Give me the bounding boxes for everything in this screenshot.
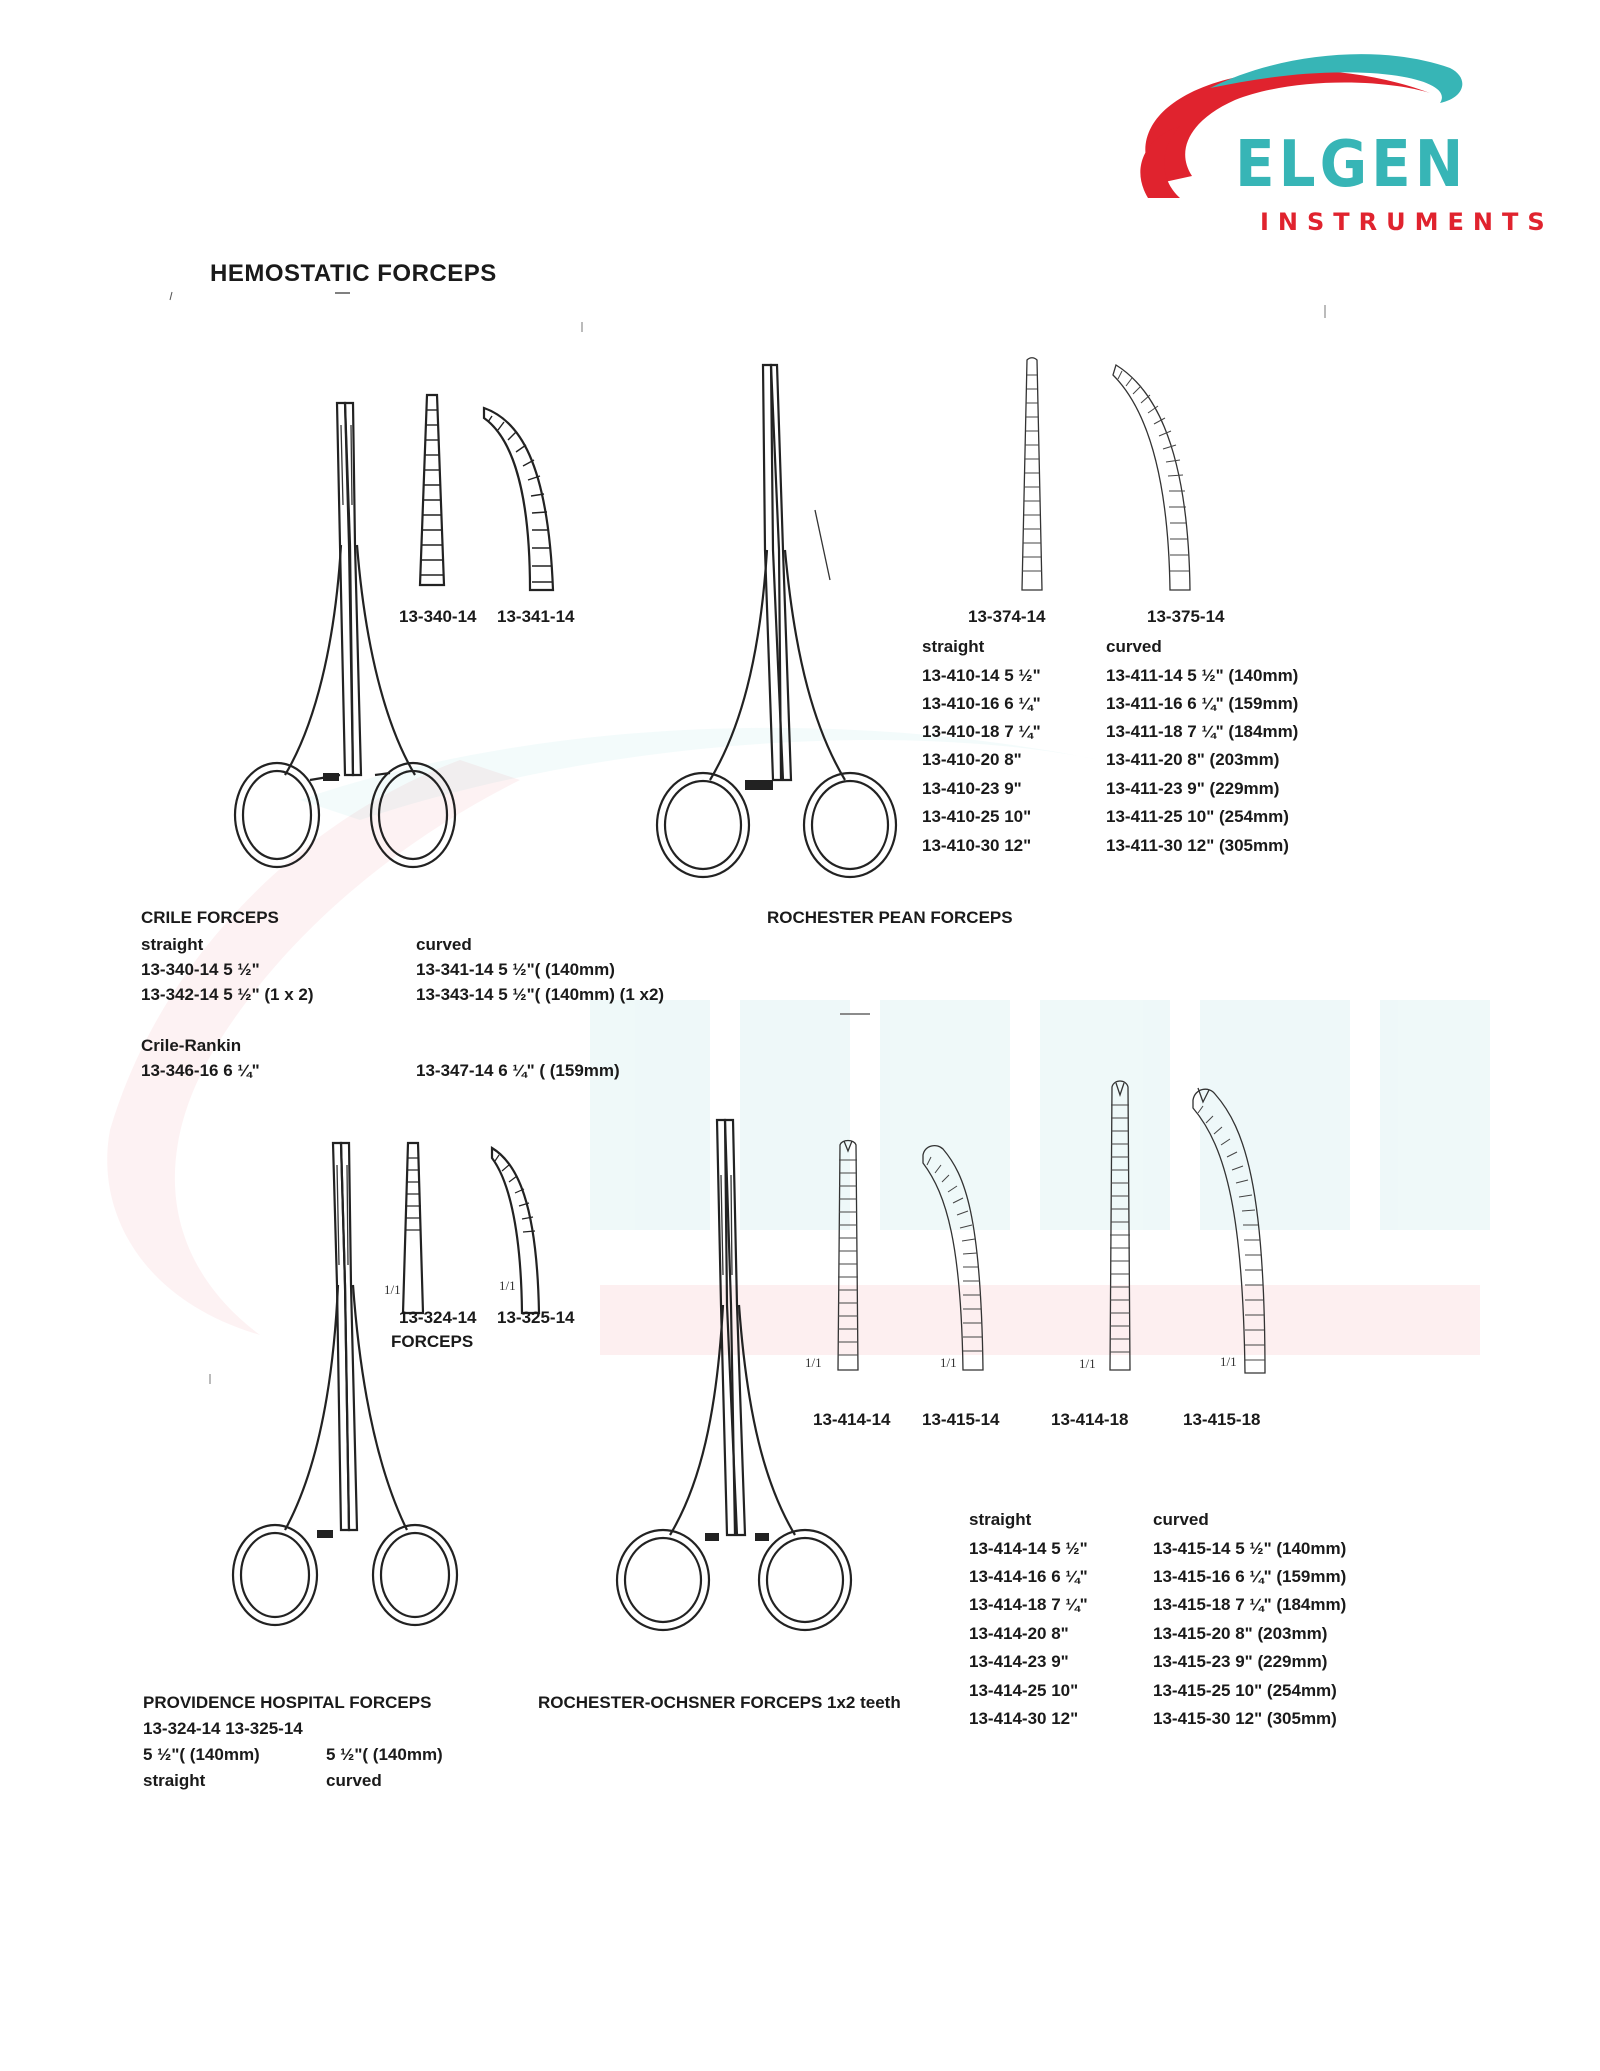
rochester-ochsner-tip-code-1: 13-414-14	[813, 1410, 891, 1429]
logo-text: ELGEN	[1235, 126, 1468, 202]
providence-curved-tip	[487, 1143, 557, 1318]
rochester-pean-straight-item: 13-410-23 9"	[922, 779, 1022, 798]
rochester-ochsner-ratio-3: 1/1	[1079, 1356, 1096, 1371]
providence-fragment: FORCEPS	[391, 1332, 474, 1351]
rochester-pean-straight-item: 13-410-25 10"	[922, 807, 1032, 826]
rochester-ochsner-tip-1	[828, 1135, 868, 1375]
providence-ratio-left: 1/1	[384, 1282, 401, 1297]
crile-curved-tip	[478, 400, 568, 595]
logo-tagline: INSTRUMENTS	[1260, 208, 1554, 236]
rochester-ochsner-straight-item: 13-414-20 8"	[969, 1624, 1069, 1643]
crile-curved-label: curved	[416, 935, 472, 954]
rochester-ochsner-straight-label: straight	[969, 1510, 1032, 1529]
rochester-pean-straight-tip	[1012, 355, 1052, 595]
rochester-ochsner-ratio-1: 1/1	[805, 1355, 822, 1370]
rochester-ochsner-curved-item: 13-415-14 5 ½" (140mm)	[1153, 1539, 1347, 1558]
rochester-ochsner-tip-4	[1185, 1078, 1285, 1378]
providence-curved-label: curved	[326, 1771, 382, 1790]
providence-size-straight: 5 ½"( (140mm)	[143, 1745, 260, 1764]
rochester-pean-tip-code-2: 13-375-14	[1147, 607, 1225, 626]
rochester-pean-curved-item: 13-411-14 5 ½" (140mm)	[1106, 666, 1299, 685]
crile-curved-item: 13-343-14 5 ½"( (140mm) (1 x2)	[416, 985, 665, 1004]
crile-straight-label: straight	[141, 935, 204, 954]
page-title: HEMOSTATIC FORCEPS	[210, 260, 497, 287]
rochester-ochsner-curved-item: 13-415-23 9" (229mm)	[1153, 1652, 1328, 1671]
rochester-pean-curved-tip	[1108, 355, 1208, 595]
rochester-ochsner-tip-code-2: 13-415-14	[922, 1410, 1000, 1429]
rochester-ochsner-curved-item: 13-415-30 12" (305mm)	[1153, 1709, 1337, 1728]
rochester-pean-straight-item: 13-410-20 8"	[922, 750, 1022, 769]
rochester-ochsner-curved-item: 13-415-25 10" (254mm)	[1153, 1681, 1337, 1700]
rochester-ochsner-curved-item: 13-415-20 8" (203mm)	[1153, 1624, 1328, 1643]
crile-tip-code-2: 13-341-14	[497, 607, 575, 626]
providence-codes: 13-324-14 13-325-14	[143, 1719, 303, 1738]
crile-tip-code-1: 13-340-14	[399, 607, 477, 626]
rochester-ochsner-straight-item: 13-414-14 5 ½"	[969, 1539, 1088, 1558]
rochester-pean-curved-item: 13-411-23 9" (229mm)	[1106, 779, 1280, 798]
rochester-ochsner-straight-item: 13-414-18 7 ¼"	[969, 1595, 1088, 1614]
rochester-pean-curved-item: 13-411-30 12" (305mm)	[1106, 836, 1289, 855]
rochester-ochsner-curved-item: 13-415-18 7 ¼" (184mm)	[1153, 1595, 1347, 1614]
providence-tip-code-2: 13-325-14	[497, 1308, 575, 1327]
rochester-ochsner-tip-3	[1100, 1075, 1140, 1375]
crile-rankin-curved: 13-347-14 6 ¼" ( (159mm)	[416, 1061, 620, 1080]
rochester-ochsner-ratio-2: 1/1	[940, 1355, 957, 1370]
rochester-pean-straight-item: 13-410-16 6 ¼"	[922, 694, 1041, 713]
rochester-ochsner-title: ROCHESTER-OCHSNER FORCEPS 1x2 teeth	[538, 1693, 901, 1712]
crile-rankin-straight: 13-346-16 6 ¼"	[141, 1061, 260, 1080]
crile-curved-item: 13-341-14 5 ½"( (140mm)	[416, 960, 615, 979]
providence-title: PROVIDENCE HOSPITAL FORCEPS	[143, 1693, 432, 1712]
rochester-pean-curved-label: curved	[1106, 637, 1162, 656]
rochester-ochsner-curved-label: curved	[1153, 1510, 1209, 1529]
rochester-ochsner-curved-item: 13-415-16 6 ¼" (159mm)	[1153, 1567, 1347, 1586]
rochester-pean-illustration	[645, 360, 915, 880]
providence-tip-code-1: 13-324-14	[399, 1308, 477, 1327]
rochester-pean-curved-item: 13-411-25 10" (254mm)	[1106, 807, 1289, 826]
crile-straight-tip	[412, 390, 452, 590]
rochester-ochsner-tip-code-3: 13-414-18	[1051, 1410, 1129, 1429]
rochester-ochsner-straight-item: 13-414-30 12"	[969, 1709, 1079, 1728]
crile-straight-item: 13-340-14 5 ½"	[141, 960, 260, 979]
rochester-ochsner-straight-item: 13-414-23 9"	[969, 1652, 1069, 1671]
rochester-pean-curved-item: 13-411-20 8" (203mm)	[1106, 750, 1280, 769]
rochester-pean-tip-code-1: 13-374-14	[968, 607, 1046, 626]
rochester-ochsner-tip-2	[915, 1135, 1005, 1375]
rochester-ochsner-straight-item: 13-414-25 10"	[969, 1681, 1079, 1700]
rochester-pean-straight-item: 13-410-30 12"	[922, 836, 1032, 855]
rochester-pean-straight-label: straight	[922, 637, 985, 656]
crile-straight-item: 13-342-14 5 ½" (1 x 2)	[141, 985, 314, 1004]
rochester-pean-curved-item: 13-411-18 7 ¼" (184mm)	[1106, 722, 1299, 741]
rochester-ochsner-tip-code-4: 13-415-18	[1183, 1410, 1261, 1429]
rochester-pean-curved-item: 13-411-16 6 ¼" (159mm)	[1106, 694, 1299, 713]
rochester-ochsner-straight-item: 13-414-16 6 ¼"	[969, 1567, 1088, 1586]
rochester-pean-straight-item: 13-410-14 5 ½"	[922, 666, 1041, 685]
crile-title: CRILE FORCEPS	[141, 908, 279, 927]
providence-ratio-right: 1/1	[499, 1278, 516, 1293]
rochester-ochsner-ratio-4: 1/1	[1220, 1354, 1237, 1369]
crile-rankin-title: Crile-Rankin	[141, 1036, 242, 1055]
providence-size-curved: 5 ½"( (140mm)	[326, 1745, 443, 1764]
rochester-pean-title: ROCHESTER PEAN FORCEPS	[767, 908, 1013, 927]
rochester-pean-straight-item: 13-410-18 7 ¼"	[922, 722, 1041, 741]
providence-straight-label: straight	[143, 1771, 206, 1790]
